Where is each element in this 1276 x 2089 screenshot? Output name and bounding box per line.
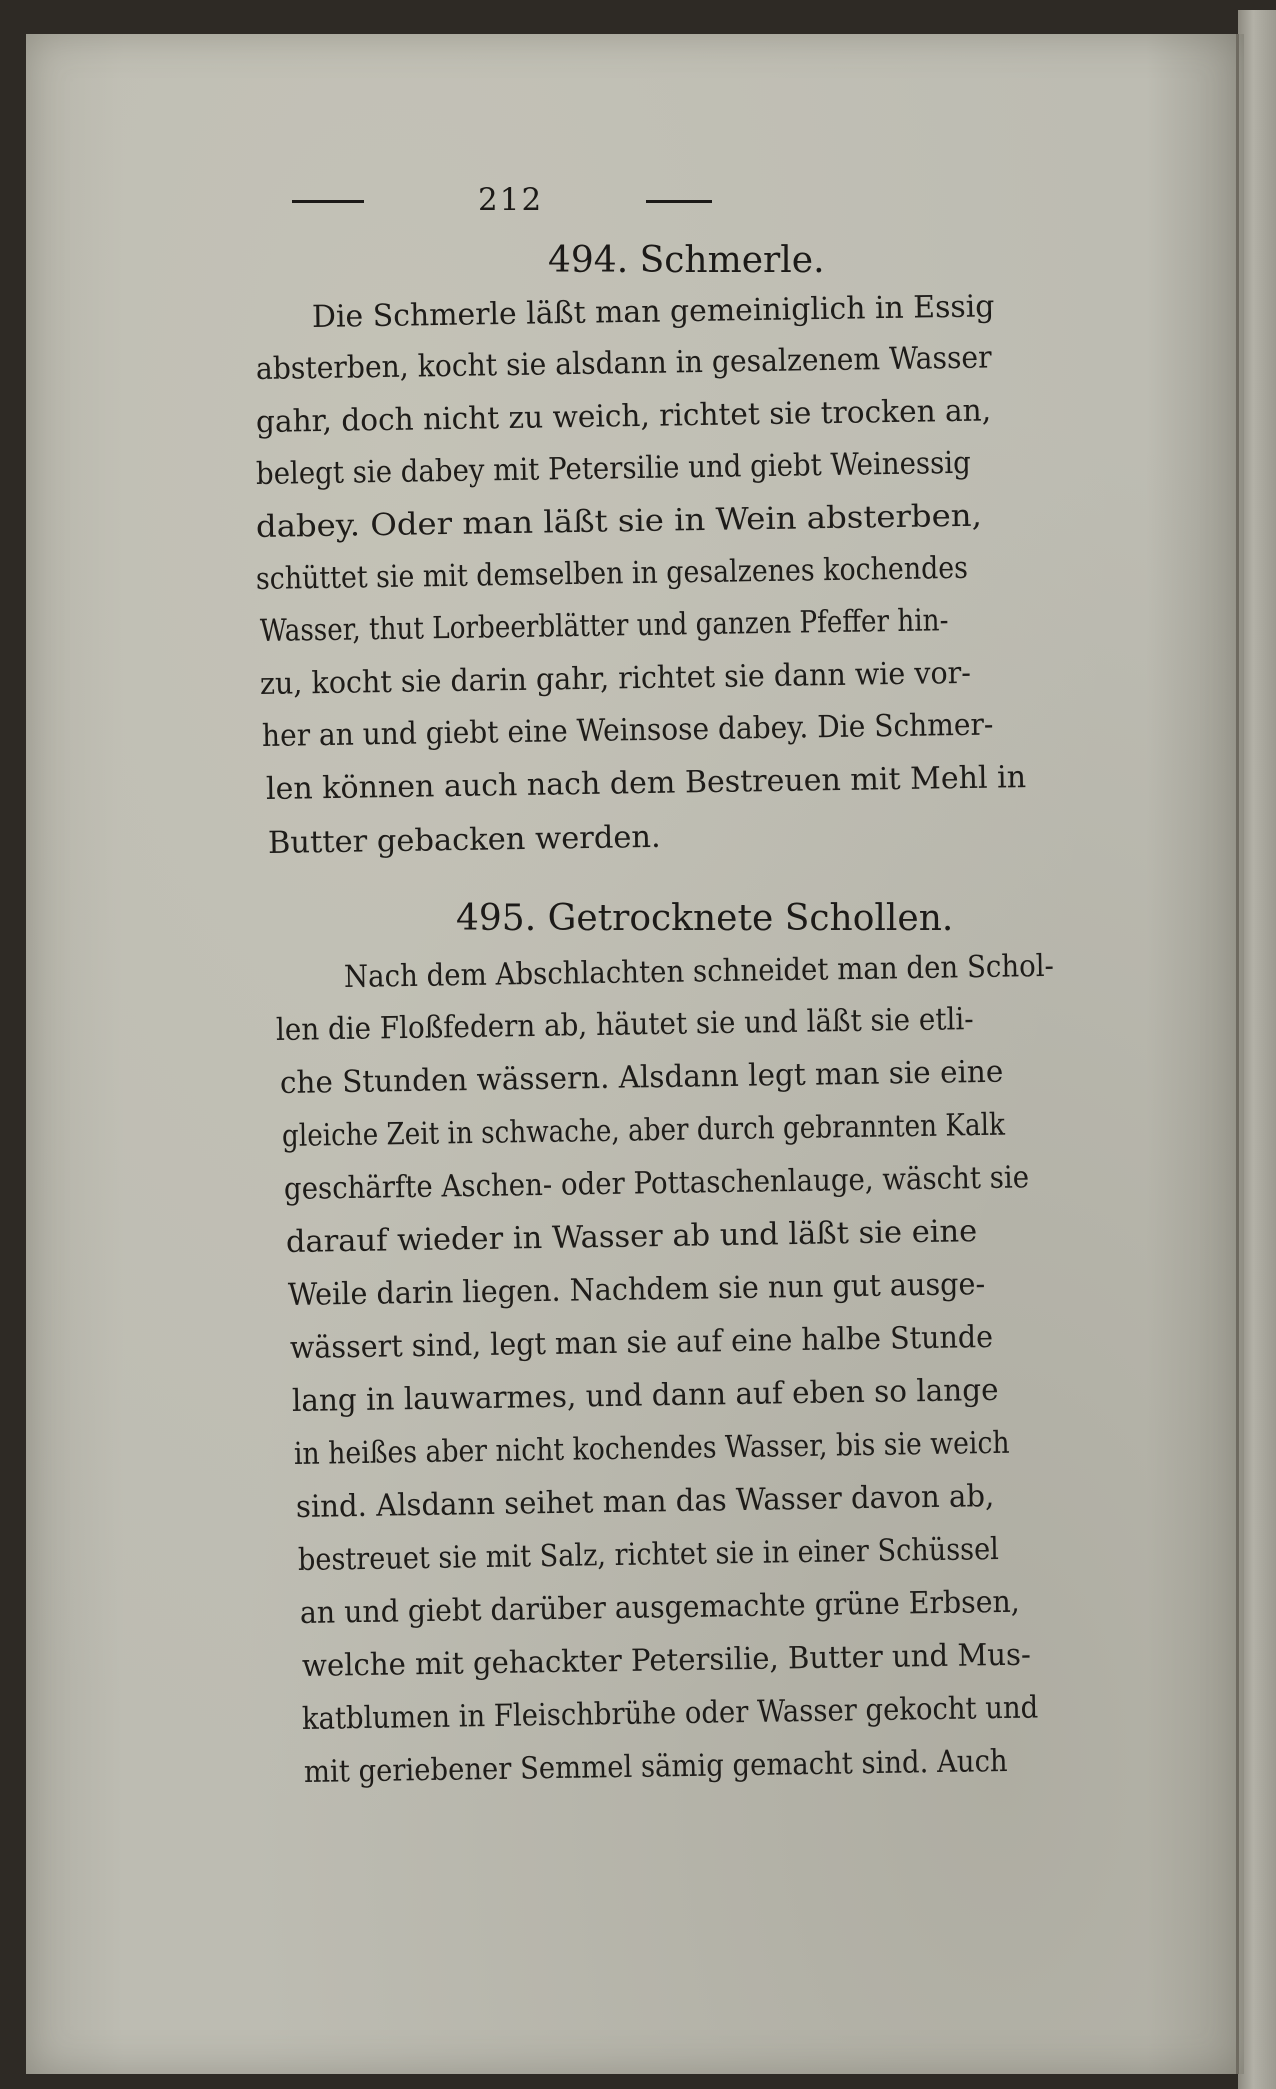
text-line: Die Schmerle läßt man gemeiniglich in Essig bbox=[311, 289, 995, 335]
text-line: geschärfte Aschen- oder Pottaschenlauge, wäscht sie bbox=[283, 1160, 1030, 1207]
text-line: dabey. Oder man läßt sie in Wein absterben, bbox=[255, 498, 983, 545]
text-line: Nach dem Abschlachten schneidet man den Schol- bbox=[343, 948, 1055, 995]
text-line: che Stunden wässern. Alsdann legt man sie eine bbox=[279, 1054, 1004, 1101]
header-dash-right bbox=[646, 200, 712, 203]
text-line: her an und giebt eine Weinsose dabey. Die Schmer- bbox=[261, 707, 994, 754]
text-line: sind. Alsdann seihet man das Wasser davon ab, bbox=[295, 1479, 995, 1525]
text-line: bestreuet sie mit Salz, richtet sie in einer Schüssel bbox=[297, 1531, 1000, 1578]
text-line: welche mit gehackter Petersilie, Butter und Mus- bbox=[301, 1637, 1032, 1684]
text-line: belegt sie dabey mit Petersilie und giebt Weinessig bbox=[255, 445, 971, 492]
text-line: gahr, doch nicht zu weich, richtet sie trocken an, bbox=[255, 393, 992, 440]
text-line: mit geriebener Semmel sämig gemacht sind. Auch bbox=[303, 1743, 1008, 1790]
text-line: Butter gebacken werden. bbox=[267, 819, 662, 861]
header-dash-left bbox=[292, 200, 364, 203]
text-line: lang in lauwarmes, und dann auf eben so lange bbox=[291, 1372, 999, 1419]
section-heading-494: 494. Schmerle. bbox=[548, 240, 825, 281]
text-line: katblumen in Fleischbrühe oder Wasser gekocht und bbox=[301, 1690, 1039, 1737]
page-header bbox=[292, 180, 892, 224]
text-line: darauf wieder in Wasser ab und läßt sie eine bbox=[285, 1214, 978, 1260]
text-line: zu, kocht sie darin gahr, richtet sie dann wie vor- bbox=[259, 655, 972, 702]
text-line: an und giebt darüber ausgemachte grüne Erbsen, bbox=[299, 1584, 1021, 1631]
section-heading-495: 495. Getrocknete Schollen. bbox=[456, 898, 954, 939]
page-number: 212 bbox=[478, 182, 544, 218]
text-line: gleiche Zeit in schwache, aber durch gebrannten Kalk bbox=[281, 1107, 1006, 1154]
text-line: len die Floßfedern ab, häutet sie und läßt sie etli- bbox=[275, 1002, 974, 1048]
text-line: in heißes aber nicht kochendes Wasser, bis sie weich bbox=[293, 1425, 1010, 1472]
text-line: wässert sind, legt man sie auf eine halbe Stunde bbox=[289, 1319, 994, 1366]
page-gutter bbox=[1236, 34, 1239, 2074]
text-line: absterben, kocht sie alsdann in gesalzenem Wasser bbox=[255, 340, 992, 387]
text-line: Wasser, thut Lorbeerblätter und ganzen Pfeffer hin- bbox=[259, 603, 949, 649]
text-line: schüttet sie mit demselben in gesalzenes kochendes bbox=[255, 550, 969, 597]
text-line: Weile darin liegen. Nachdem sie nun gut ausge- bbox=[287, 1267, 986, 1313]
text-line: len können auch nach dem Bestreuen mit Mehl in bbox=[265, 760, 1027, 807]
